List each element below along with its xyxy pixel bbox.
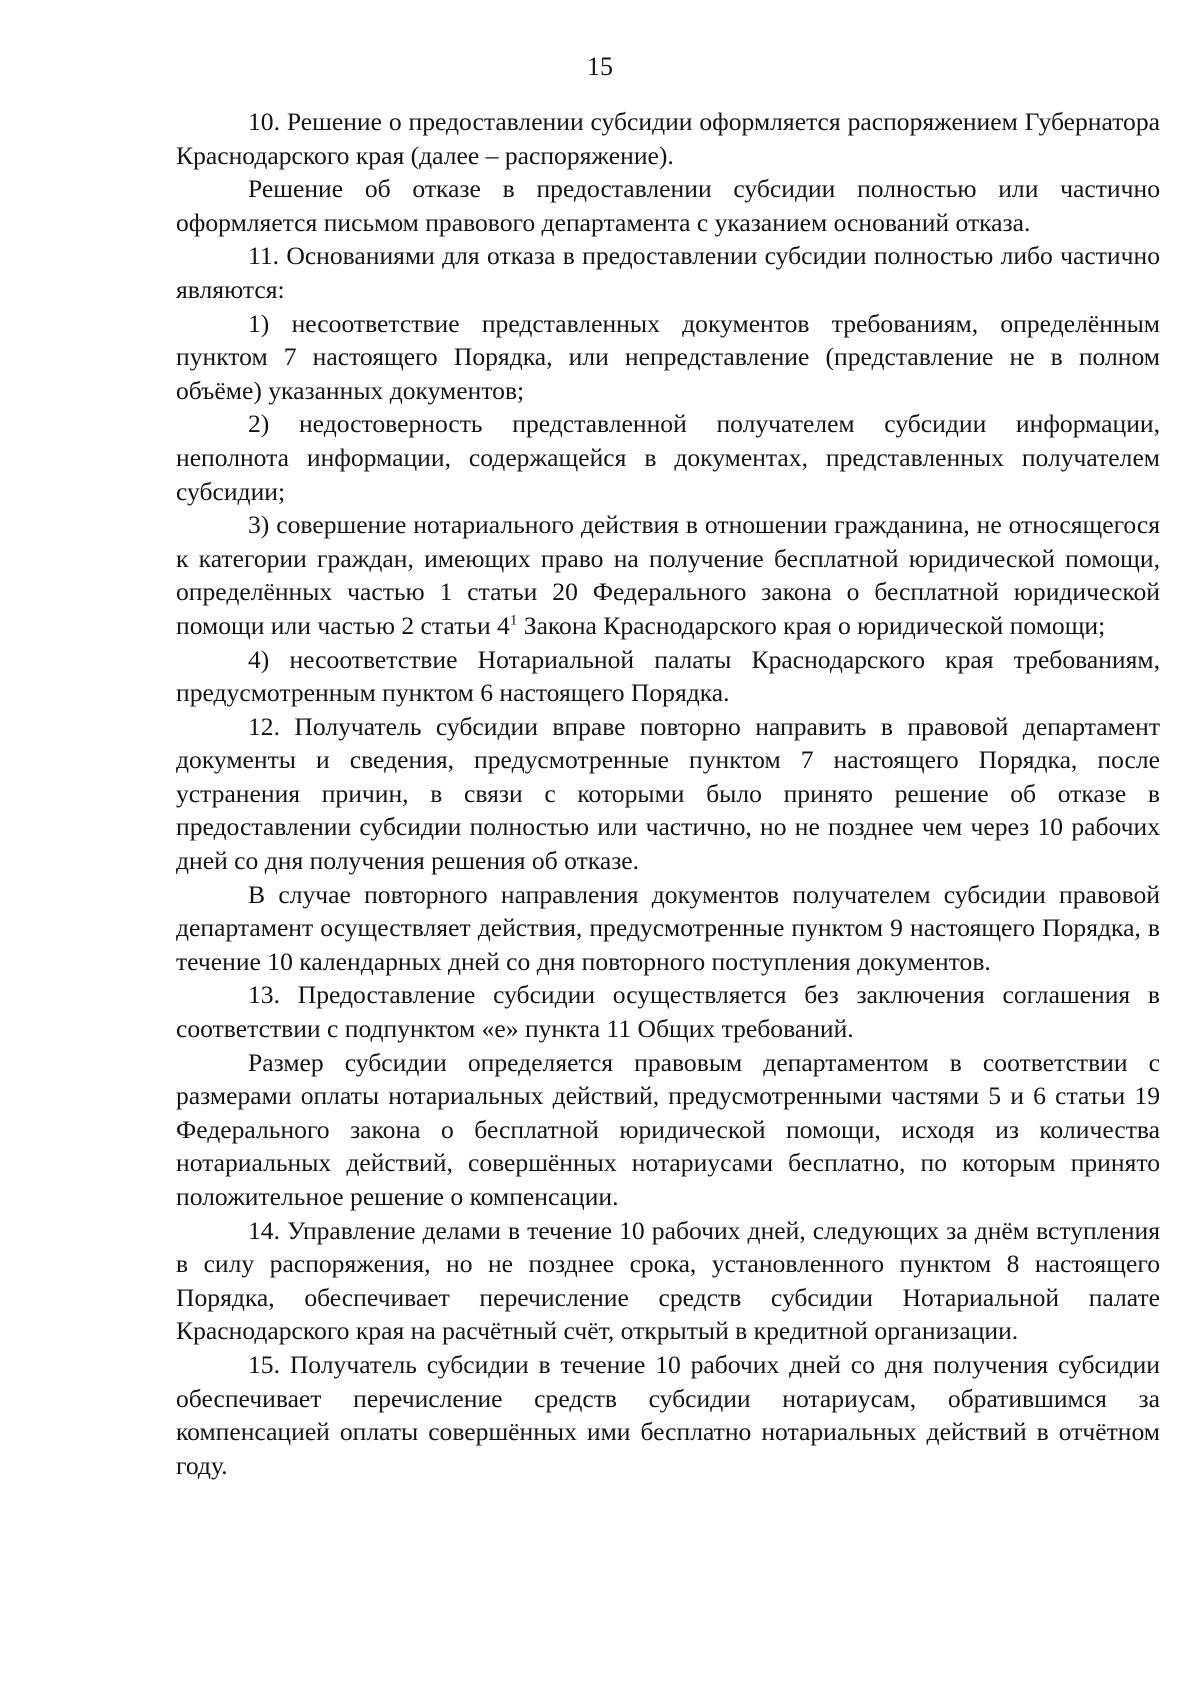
paragraph-resubmission: В случае повторного направления документов получателем субсидии правовой департамент осуществляет действия, предусмотренные пунктом 9 настоящего Порядка, в течение 10 календарных дней со дня повторного поступления документов. [176, 879, 1160, 976]
paragraph-refusal-decision: Решение об отказе в предоставлении субсидии полностью или частично оформляется письмом правового департамента с указанием оснований отказа. [176, 174, 1160, 237]
list-item-3-text-end: Закона Краснодарского края о юридической помощи; [517, 610, 1106, 640]
paragraph-11: 11. Основаниями для отказа в предоставлении субсидии полностью либо частично являются: [176, 241, 1160, 304]
list-item-4: 4) несоответствие Нотариальной палаты Краснодарского края требованиям, предусмотренным пунктом 6 настоящего Порядка. [176, 644, 1160, 708]
paragraph-subsidy-amount: Размер субсидии определяется правовым департаментом в соответствии с размерами оплаты нотариальных действий, предусмотренными частями 5 и 6 статьи 19 Федерального закона о бесплатной юридической помощи, исходя из количества нотариальных действий, совершённых нотариусами бесплатно, по которым принято положительное решение о компенсации. [176, 1047, 1160, 1211]
superscript-footnote: 1 [509, 612, 518, 629]
paragraph-12: 12. Получатель субсидии вправе повторно направить в правовой департамент документы и сведения, предусмотренные пунктом 7 настоящего Порядка, после устранения причин, в связи с которыми было принято решение об отказе в предоставлении субсидии полностью или частично, но не позднее чем через 10 рабочих дней со дня получения решения об отказе. [176, 711, 1160, 876]
paragraph-10: 10. Решение о предоставлении субсидии оформляется распоряжением Губернатора Краснодарского края (далее – распоряжение). [176, 107, 1160, 170]
list-item-2: 2) недостоверность представленной получателем субсидии информации, неполнота информации, содержащейся в документах, представленных получателем субсидии; [176, 409, 1160, 506]
paragraph-15: 15. Получатель субсидии в течение 10 рабочих дней со дня получения субсидии обеспечивает перечисление средств субсидии нотариусам, обратившимся за компенсацией оплаты совершённых ими бесплатно нотариальных действий в отчётном году. [176, 1349, 1160, 1480]
paragraph-13: 13. Предоставление субсидии осуществляется без заключения соглашения в соответствии с подпунктом «е» пункта 11 Общих требований. [176, 980, 1160, 1044]
document-body [176, 105, 1160, 1482]
page-number: 15 [587, 52, 613, 81]
paragraph-14: 14. Управление делами в течение 10 рабочих дней, следующих за днём вступления в силу распоряжения, но не позднее срока, установленного пунктом 8 настоящего Порядка, обеспечивает перечисление средств субсидии Нотариальной палате Краснодарского края на расчётный счёт, открытый в кредитной организации. [176, 1215, 1160, 1346]
list-item-1: 1) несоответствие представленных документов требованиям, определённым пунктом 7 настоящего Порядка, или непредставление (представление не в полном объёме) указанных документов; [176, 308, 1160, 405]
list-item-3-text: 3) совершение нотариального действия в отношении гражданина, не относящегося к категории граждан, имеющих право на получение бесплатной юридической помощи, определённых частью 1 статьи 20 Федерального закона о бесплатной юридической помощи или частью 2 статьи 4 [176, 510, 1160, 640]
list-item-3 [176, 508, 1160, 642]
